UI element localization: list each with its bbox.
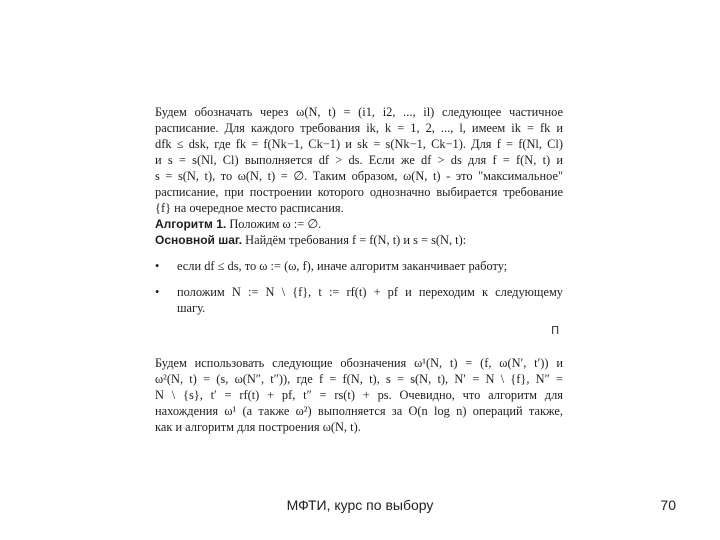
spacer bbox=[155, 274, 563, 284]
bullet-icon: • bbox=[155, 259, 160, 273]
paragraph2-line: нахождения ω¹ (а также ω²) выполняется за O(n log n) операций также, bbox=[155, 404, 563, 418]
algorithm-text: Положим ω := ∅. bbox=[226, 217, 322, 231]
paragraph1-line: расписание, при построении которого однозначно выбирается требование bbox=[155, 185, 563, 199]
bullet-item-1 bbox=[155, 258, 563, 274]
paragraph1-line: s = s(N, t), то ω(N, t) = ∅. Таким образом, ω(N, t) - это "максимальное" bbox=[155, 169, 563, 183]
bullet2-line: шагу. bbox=[177, 301, 206, 315]
spacer bbox=[155, 248, 563, 258]
paragraph1-line: dfk ≤ dsk, где fk = f(Nk−1, Ck−1) и sk = s(Nk−1, Ck−1). Для f = f(Nl, Cl) bbox=[155, 137, 563, 151]
main-step-title: Основной шаг. bbox=[155, 233, 243, 247]
paragraph1-line: и s = s(Nl, Cl) выполняется df > ds. Если же df > ds для f = f(N, t) и bbox=[155, 153, 563, 167]
main-step-line bbox=[155, 232, 563, 248]
algorithm-title: Алгоритм 1. bbox=[155, 217, 227, 231]
bullet1-line: если df ≤ ds, то ω := (ω, f), иначе алгоритм заканчивает работу; bbox=[177, 259, 508, 273]
bullet-item-2 bbox=[155, 284, 563, 316]
page-number: 70 bbox=[660, 497, 676, 513]
bullet-icon: • bbox=[155, 285, 160, 299]
paragraph2-line: ω²(N, t) = (s, ω(N″, t″)), где f = f(N, t), s = s(N, t), N′ = N \ {f}, N″ = bbox=[155, 372, 563, 386]
paragraph2-line: как и алгоритм для построения ω(N, t). bbox=[155, 420, 361, 434]
main-step-text: Найдём требования f = f(N, t) и s = s(N, t): bbox=[242, 233, 467, 247]
algorithm-heading-line bbox=[155, 216, 563, 232]
paragraph2-line: Будем использовать следующие обозначения ω¹(N, t) = (f, ω(N′, t′)) и bbox=[155, 356, 563, 370]
paragraph1-line: {f} на очередное место расписания. bbox=[155, 201, 344, 215]
paragraph1-line: Будем обозначать через ω(N, t) = (i1, i2, ..., il) следующее частичное bbox=[155, 105, 563, 119]
bullet2-line: положим N := N \ {f}, t := rf(t) + pf и переходим к следующему bbox=[177, 285, 563, 299]
paragraph2-line: N \ {s}, t′ = rf(t) + pf, t″ = rs(t) + ps. Очевидно, что алгоритм для bbox=[155, 388, 563, 402]
notation-block bbox=[155, 355, 563, 435]
paragraph1-line: расписание. Для каждого требования ik, k = 1, 2, ..., l, имеем ik = fk и bbox=[155, 121, 563, 135]
definition-block bbox=[155, 104, 563, 316]
side-mark: П bbox=[551, 324, 560, 337]
footer-course: МФТИ, курс по выбору bbox=[286, 497, 434, 513]
